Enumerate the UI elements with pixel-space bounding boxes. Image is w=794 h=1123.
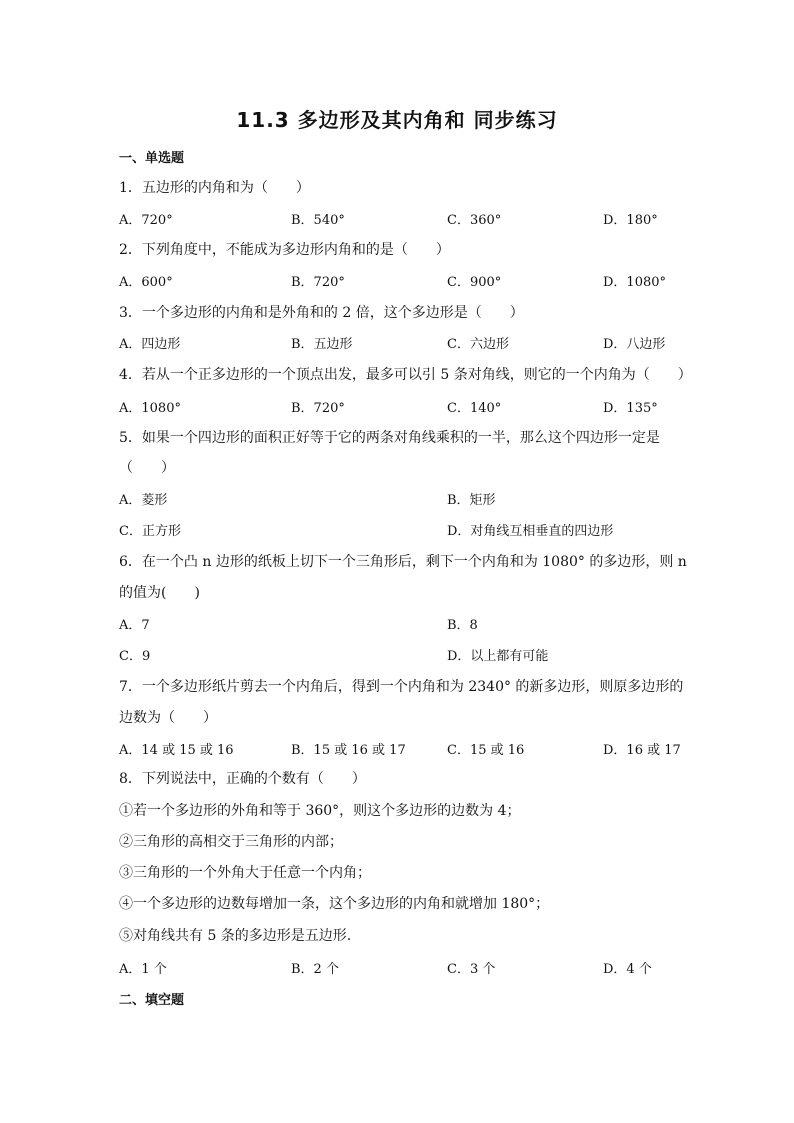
- question-6-stem: 6．在一个凸 n 边形的纸板上切下一个三角形后，剩下一个内角和为 1080° 的多边形，则 n: [119, 554, 687, 570]
- question-6-option-d: D．以上都有可能: [447, 649, 549, 664]
- question-1-option-b: B．540°: [291, 213, 345, 228]
- question-3-stem: 3．一个多边形的内角和是外角和的 2 倍，这个多边形是（ ）: [119, 305, 524, 321]
- question-2-option-c: C．900°: [447, 275, 502, 290]
- question-2-option-a: A．600°: [119, 275, 173, 290]
- question-6-option-b: B．8: [447, 618, 478, 633]
- question-7-option-b: B．15 或 16 或 17: [291, 743, 406, 758]
- section-heading-single-choice: 一、单选题: [119, 151, 185, 166]
- question-5-stem-continued: （ ）: [119, 460, 175, 476]
- question-8-option-d: D．4 个: [603, 962, 652, 977]
- question-8-statement-3: ③三角形的一个外角大于任意一个内角；: [119, 865, 371, 881]
- question-8-option-b: B．2 个: [291, 962, 339, 977]
- section-heading-fill-in: 二、填空题: [119, 993, 185, 1008]
- question-7-stem-continued: 边数为（ ）: [119, 710, 217, 726]
- question-6-option-c: C．9: [119, 649, 151, 664]
- question-1-stem: 1．五边形的内角和为（ ）: [119, 180, 310, 196]
- question-8-statement-5: ⑤对角线共有 5 条的多边形是五边形.: [119, 928, 352, 944]
- question-5-option-b: B．矩形: [447, 493, 496, 508]
- page-title: 11.3 多边形及其内角和 同步练习: [236, 108, 558, 132]
- question-4-option-b: B．720°: [291, 401, 345, 416]
- question-8-statement-1: ①若一个多边形的外角和等于 360°，则这个多边形的边数为 4；: [119, 803, 521, 819]
- question-5-option-d: D．对角线互相垂直的四边形: [447, 524, 614, 539]
- question-2-stem: 2．下列角度中，不能成为多边形内角和的是（ ）: [119, 242, 450, 258]
- question-8-option-a: A．1 个: [119, 962, 167, 977]
- question-7-option-d: D．16 或 17: [603, 743, 681, 758]
- question-1-option-c: C．360°: [447, 213, 502, 228]
- question-7-stem: 7．一个多边形纸片剪去一个内角后，得到一个内角和为 2340° 的新多边形，则原多边形的: [119, 679, 684, 695]
- question-1-option-a: A．720°: [119, 213, 173, 228]
- question-3-option-c: C．六边形: [447, 337, 509, 352]
- question-2-option-b: B．720°: [291, 275, 345, 290]
- question-3-option-a: A．四边形: [119, 337, 181, 352]
- question-8-statement-4: ④一个多边形的边数每增加一条，这个多边形的内角和就增加 180°；: [119, 896, 550, 912]
- question-3-option-d: D．八边形: [603, 337, 666, 352]
- question-7-option-a: A．14 或 15 或 16: [119, 743, 234, 758]
- question-5-stem: 5．如果一个四边形的面积正好等于它的两条对角线乘积的一半，那么这个四边形一定是: [119, 430, 660, 446]
- question-3-option-b: B．五边形: [291, 337, 353, 352]
- question-1-option-d: D．180°: [603, 213, 658, 228]
- question-8-option-c: C．3 个: [447, 962, 496, 977]
- question-5-option-a: A．菱形: [119, 493, 168, 508]
- question-4-option-c: C．140°: [447, 401, 502, 416]
- question-7-option-c: C．15 或 16: [447, 743, 525, 758]
- question-8-statement-2: ②三角形的高相交于三角形的内部；: [119, 834, 343, 850]
- question-6-option-a: A．7: [119, 618, 150, 633]
- question-2-option-d: D．1080°: [603, 275, 667, 290]
- question-4-option-a: A．1080°: [119, 401, 181, 416]
- question-5-option-c: C．正方形: [119, 524, 181, 539]
- question-6-stem-continued: 的值为( ): [119, 585, 200, 601]
- question-4-option-d: D．135°: [603, 401, 658, 416]
- question-4-stem: 4．若从一个正多边形的一个顶点出发，最多可以引 5 条对角线，则它的一个内角为（ ）: [119, 367, 692, 383]
- question-8-stem: 8．下列说法中，正确的个数有（ ）: [119, 771, 366, 787]
